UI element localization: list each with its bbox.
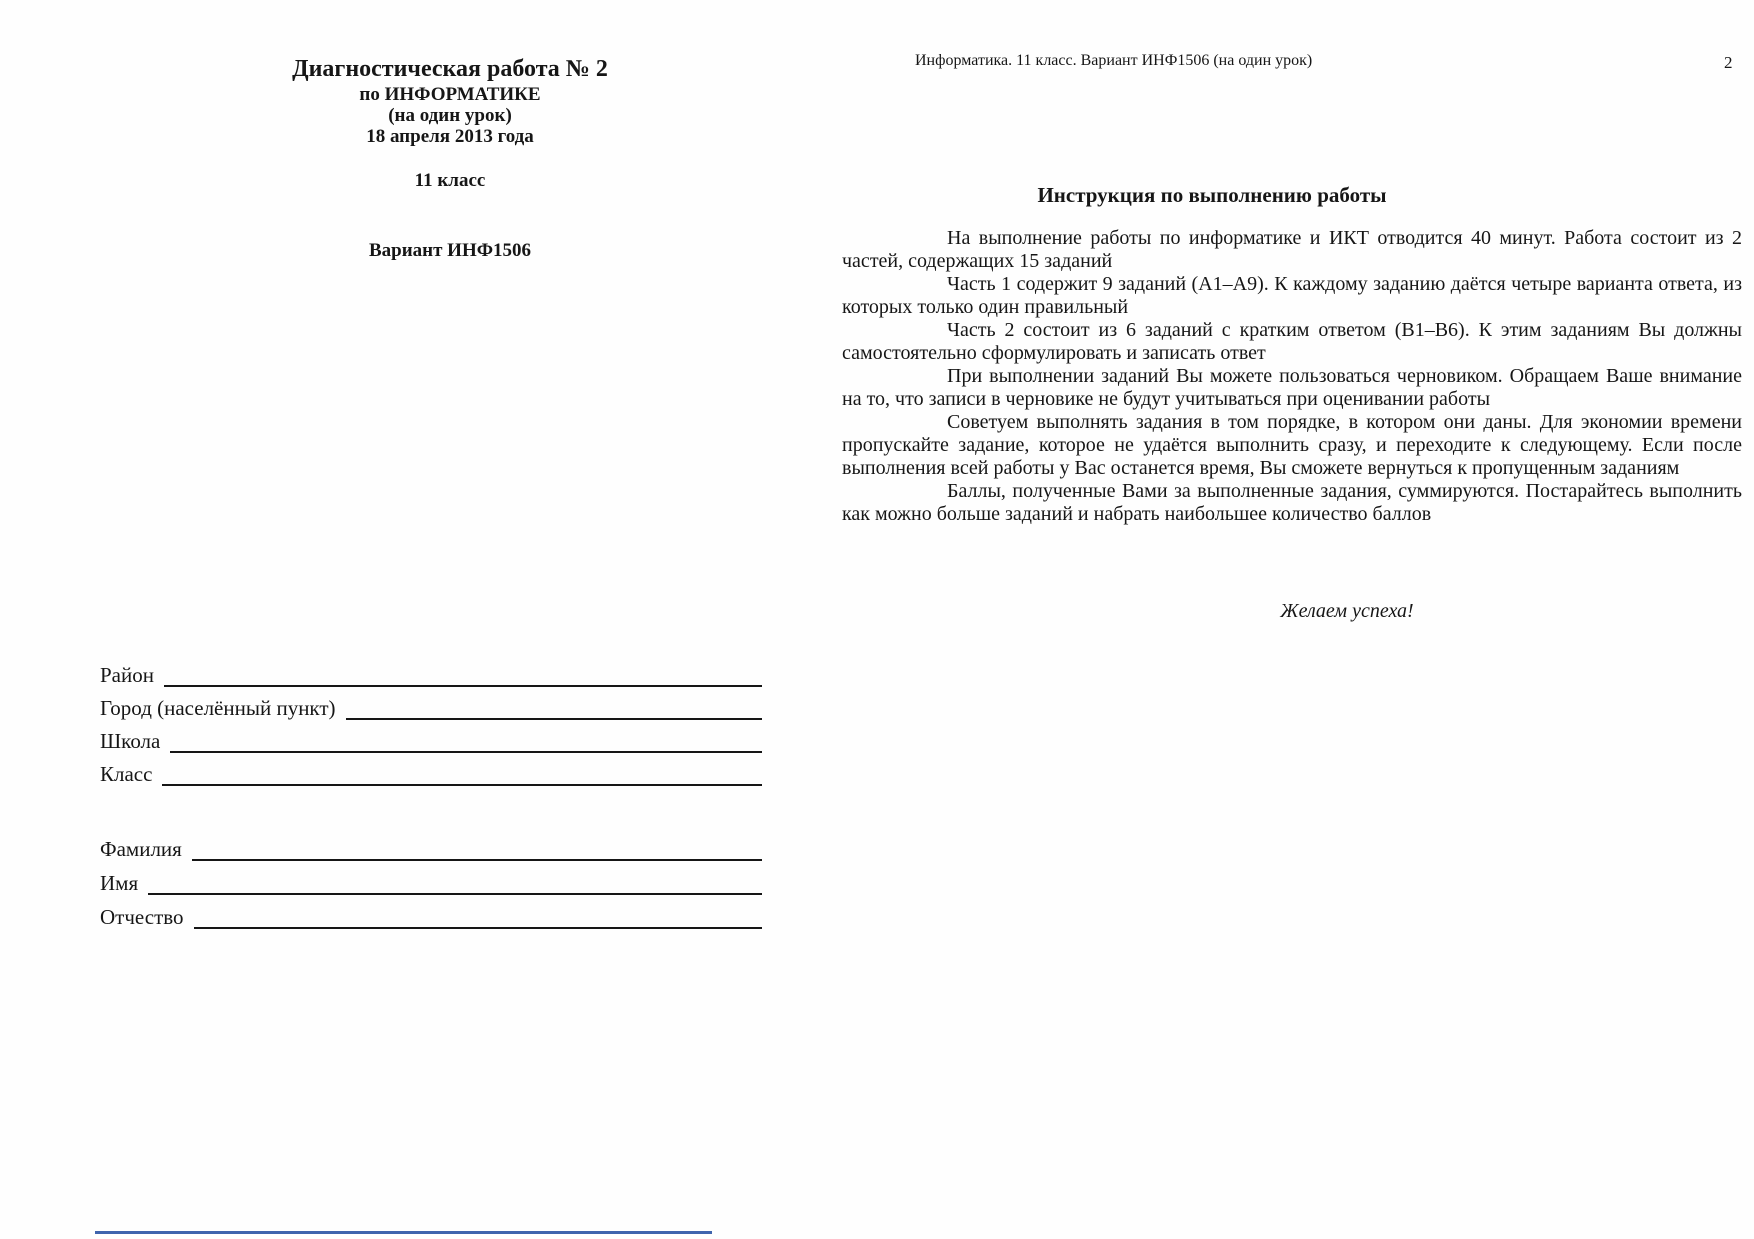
instruction-title: Инструкция по выполнению работы: [1037, 183, 1387, 207]
instruction-paragraph: На выполнение работы по информатике и ИКТ отводится 40 минут. Работа состоит из 2 частей, содержащих 15 заданий: [842, 227, 1742, 272]
document-title: Диагностическая работа № 2: [292, 56, 608, 82]
instruction-paragraph: Баллы, полученные Вами за выполненные задания, суммируются. Постарайтесь выполнить как можно больше заданий и набрать наибольшее количество баллов: [842, 480, 1742, 525]
instruction-paragraph: Советуем выполнять задания в том порядке, в котором они даны. Для экономии времени пропускайте задание, которое не удаётся выполнить сразу, и переходите к следующему. Если после выполнения всей работы у Вас останется время, Вы сможете вернуться к пропущенным заданиям: [842, 411, 1742, 479]
instruction-body: [842, 227, 1742, 526]
field-label: Город (населённый пункт): [100, 696, 336, 720]
running-header: Информатика. 11 класс. Вариант ИНФ1506 (на один урок): [915, 52, 1313, 69]
scan-artifact-line: [95, 1231, 712, 1234]
field-label: Район: [100, 663, 154, 687]
field-label: Класс: [100, 762, 153, 786]
field-label: Имя: [100, 871, 139, 895]
instruction-paragraph: Часть 1 содержит 9 заданий (А1–А9). К каждому заданию даётся четыре варианта ответа, из которых только один правильный: [842, 273, 1742, 318]
document-subtitle-note: (на один урок): [388, 105, 512, 126]
document-date: 18 апреля 2013 года: [366, 126, 534, 147]
instruction-paragraph: При выполнении заданий Вы можете пользоваться черновиком. Обращаем Ваше внимание на то, что записи в черновике не будут учитываться при оценивании работы: [842, 365, 1742, 410]
document-subtitle-subject: по ИНФОРМАТИКЕ: [359, 84, 541, 105]
grade-label: 11 класс: [414, 170, 486, 191]
field-label: Фамилия: [100, 837, 182, 861]
page-number: 2: [1724, 53, 1733, 72]
field-label: Школа: [100, 729, 161, 753]
closing-wish: Желаем успеха!: [1280, 600, 1414, 622]
instruction-paragraph: Часть 2 состоит из 6 заданий с кратким ответом (В1–В6). К этим заданиям Вы должны самостоятельно сформулировать и записать ответ: [842, 319, 1742, 364]
field-label: Отчество: [100, 905, 184, 929]
variant-label: Вариант ИНФ1506: [368, 240, 532, 261]
